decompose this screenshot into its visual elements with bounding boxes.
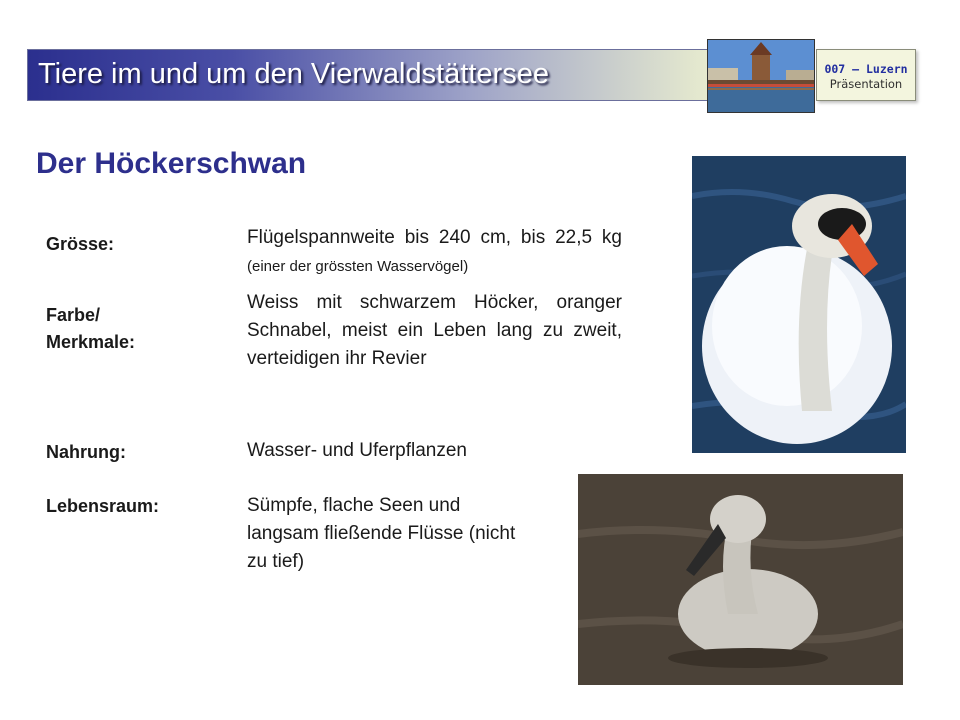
value-lebensraum: Sümpfe, flache Seen und langsam fließende Flüsse (nicht zu tief) xyxy=(247,495,516,572)
adult-swan-photo xyxy=(692,156,906,453)
title-banner xyxy=(27,49,709,101)
value-groesse xyxy=(247,224,622,281)
label-groesse: Grösse: xyxy=(46,234,115,254)
value-nahrung: Wasser- und Uferpflanzen xyxy=(247,440,468,461)
label-farbe-merkmale: Farbe/ Merkmale: xyxy=(46,305,136,352)
chapel-bridge-thumbnail xyxy=(707,39,815,113)
cygnet-photo xyxy=(578,474,903,685)
label-nahrung: Nahrung: xyxy=(46,442,126,462)
page-title: Der Höckerschwan xyxy=(36,147,307,180)
presentation-badge xyxy=(816,49,916,101)
label-lebensraum: Lebensraum: xyxy=(46,496,160,516)
badge-code: 007 – Luzern xyxy=(824,62,908,76)
value-farbe-merkmale: Weiss mit schwarzem Höcker, oranger Schnabel, meist ein Leben lang zu zweit, verteidigen ihr Revier xyxy=(247,292,622,369)
value-groesse-note: (einer der grössten Wasservögel) xyxy=(247,258,469,275)
slide-series-title: Tiere im und um den Vierwaldstättersee xyxy=(38,58,549,90)
value-groesse-text: Flügelspannweite bis 240 cm, bis 22,5 kg xyxy=(247,227,622,248)
badge-subtitle: Präsentation xyxy=(829,77,903,91)
